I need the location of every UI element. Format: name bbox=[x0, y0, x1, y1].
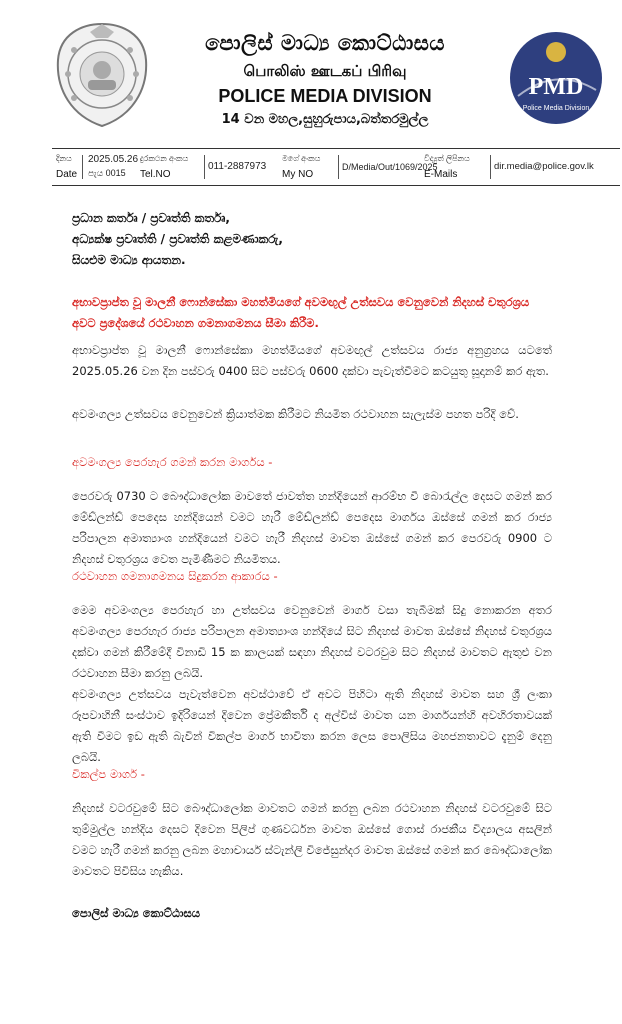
date-value: 2025.05.26 bbox=[88, 154, 139, 165]
email-value: dir.media@police.gov.lk bbox=[494, 161, 594, 172]
paragraph-3: පෙරවරු 0730 ට බෞද්ධාලෝක මාවතේ ජාවත්ත හන්දියෙන් ආරම්භ වී බොරැල්ල දෙසට ගමන් කර මේඩ්ලන්ඩ් පෙදෙස හන්දියෙන් වමට හැරී මේඩ්ලන්ඩ් පෙදෙස මාර්ගය ඔස්සේ ගමන් කර රාජ්‍ය පරිපාලන අමාත්‍යාංශ හන්දියෙන් වමට හැරී නිදහස් මාවත ඔස්සේ ගමන් කර පෙරවරු 0900 ට නිදහස් චතුරශ්‍රය වෙත පැමිණීමට නියමිතය. bbox=[72, 489, 552, 566]
section-heading-alternative-routes: විකල්ප මාර්ග - bbox=[72, 767, 145, 781]
addressee-line: සියළුම මාධ්‍ය ආයතන. bbox=[72, 253, 186, 267]
time-value: පැය 0015 bbox=[88, 168, 126, 178]
date-label-cell bbox=[52, 149, 86, 185]
tel-value: 011-2887973 bbox=[208, 161, 267, 172]
reference-bar bbox=[52, 148, 620, 186]
addressee-line: ප්‍රධාන කර්තෘ / ප්‍රවෘත්ති කර්තෘ, bbox=[72, 211, 230, 225]
tel-label-en: Tel.NO bbox=[140, 169, 171, 180]
office-address: 14 වන මහල,සුහුරුපාය,බත්තරමුල්ල bbox=[221, 112, 429, 127]
pmd-logo-text: PMD bbox=[528, 74, 584, 100]
paragraph-2: අවමංගල්‍ය උත්සවය වෙනුවෙන් ක්‍රියාත්මක කිරීමට නියමිත රථවාහන සැලැස්ම පහත පරිදි වේ. bbox=[72, 407, 519, 421]
divider bbox=[204, 155, 205, 179]
addressee-block bbox=[72, 208, 283, 271]
date-label-si: දිනය bbox=[56, 154, 72, 163]
myno-label-cell bbox=[278, 149, 338, 185]
paragraph-4: මෙම අවමංගල්‍ය පෙරහැර හා උත්සවය වෙනුවෙන් මාර්ග වසා තැබීමක් සිදු නොකරන අතර අවමංගල්‍ය පෙරහැර රාජ්‍ය පරිපාලන අමාත්‍යාංශ හන්දියේ සිට නිදහස් මාවත ඔස්සේ නිදහස් චතුරශ්‍රය දක්වා ගමන් කිරීමේදී විනාඩි 15 ක කාලයක් සඳහා නිදහස් වටරවුම සිට නිදහස් මාවතට ඇතුළු වන රථවාහන සීමා කරනු ලබයි. bbox=[72, 603, 552, 680]
myno-value: D/Media/Out/1069/2025 bbox=[342, 162, 438, 172]
paragraph-5: අවමංගල්‍ය උත්සවය පැවැත්වෙන අවස්ථාවේ ඒ අවට පිහිටා ඇති නිදහස් මාවත සහ ශ්‍රී ලංකා රූපවාහිනී සංස්ථාව ඉදිරියෙන් දිවෙන ප්‍රේමකීර්ති ද අල්විස් මාවත යන මාර්ගයන්හි අවහිරතාවයක් ඇති වීමට ඉඩ ඇති බැවින් විකල්ප මාර්ග භාවිතා කරන ලෙස පොලිසිය මහජනතාවට දැනුම් දෙනු ලබයි. bbox=[72, 687, 552, 764]
tel-label-si: දුරකථන අංකය bbox=[140, 154, 189, 163]
title-english: POLICE MEDIA DIVISION bbox=[218, 86, 432, 106]
email-label-cell bbox=[420, 149, 490, 185]
paragraph-6: නිදහස් වටරවුමේ සිට බෞද්ධාලෝක මාවතට ගමන් කරනු ලබන රථවාහන නිදහස් වටරවුමේ සිට තුම්මුල්ල හන්දිය දෙසට දිවෙන පිලිප් ගුණවර්ධන මාවත ඔස්සේ ගොස් රාජකීය විද්‍යාලය අසලින් වමට හැරී ගමන් කරනු ලබන මහාචාර්ය ස්ටැන්ලි විජේසුන්දර මාවත ඔස්සේ ගමන් කර බෞද්ධාලෝක මාවතට පිවිසිය හැකිය. bbox=[72, 801, 552, 878]
email-label-en: E-Mails bbox=[424, 169, 458, 180]
letterhead bbox=[160, 28, 490, 130]
email-label-si: විද්‍යුත් ලිපිනය bbox=[424, 154, 470, 163]
divider bbox=[82, 155, 83, 179]
title-tamil: பொலிஸ் ஊடகப் பிரிவு bbox=[243, 62, 407, 80]
myno-label-en: My NO bbox=[282, 169, 314, 180]
section-heading-traffic-arrangement: රථවාහන ගමනාගමනය සිදුකරන ආකාරය - bbox=[72, 569, 278, 583]
divider bbox=[338, 155, 339, 179]
title-sinhala: පොලිස් මාධ්‍ය කොට්ඨාසය bbox=[205, 31, 445, 55]
letter-subject: අභාවප්‍රාප්ත වූ මාලනී ෆොන්සේකා මහත්මියගේ අවමඟුල් උත්සවය වෙනුවෙන් නිදහස් චතුරශ්‍රය අවට ප්‍රදේශයේ රථවාහන ගමනාගමනය සීමා කිරීම. bbox=[72, 295, 530, 330]
divider bbox=[490, 155, 491, 179]
pmd-logo bbox=[508, 30, 604, 126]
police-seal-logo bbox=[52, 20, 152, 130]
pmd-logo-subtext: Police Media Division bbox=[522, 105, 590, 112]
signature-block: පොලිස් මාධ්‍ය කොට්ඨාසය bbox=[72, 906, 201, 920]
section-heading-procession-route: අවමංගල්‍ය පෙරහැර ගමන් කරන මාර්ගය - bbox=[72, 455, 273, 469]
addressee-line: අධ්‍යක්ෂ ප්‍රවෘත්ති / ප්‍රවෘත්ති කළමණාකරු, bbox=[72, 232, 283, 246]
date-label-en: Date bbox=[56, 169, 78, 180]
tel-label-cell bbox=[136, 149, 206, 185]
myno-label-si: මගේ අංකය bbox=[282, 154, 321, 163]
paragraph-1: අභාවප්‍රාප්ත වූ මාලනී ෆොන්සේකා මහත්මියගේ අවමඟුල් උත්සවය රාජ්‍ය අනුග්‍රහය යටතේ 2025.05.26 වන දින පස්වරු 0400 සිට පස්වරු 0600 දක්වා පැවැත්වීමට කටයුතු සූදානම් කර ඇත. bbox=[72, 343, 552, 378]
